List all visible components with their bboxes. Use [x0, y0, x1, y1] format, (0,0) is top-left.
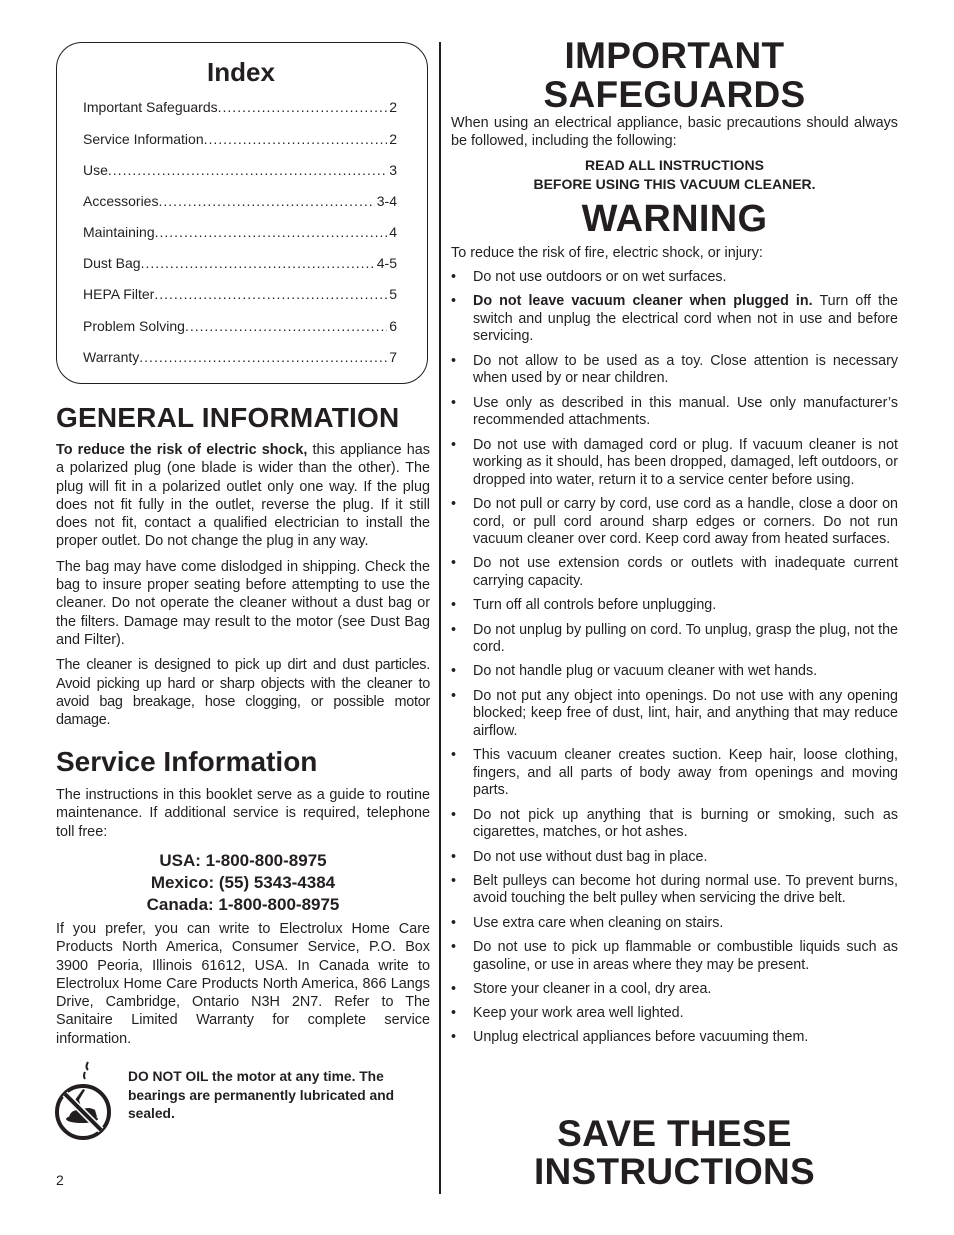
bullet-icon: • — [451, 293, 457, 310]
warning-item — [451, 555, 898, 590]
warning-item — [451, 807, 898, 842]
index-entry-leader-dots — [155, 224, 388, 241]
bullet-icon: • — [451, 269, 457, 285]
bullet-icon: • — [451, 621, 457, 638]
bullet-icon: • — [451, 806, 457, 823]
warning-item-text: Keep your work area well lighted. — [473, 1005, 684, 1022]
general-paragraph-1-bold: To reduce the risk of electric shock, — [56, 442, 308, 458]
read-all-line-1: READ ALL INSTRUCTIONS — [585, 157, 764, 173]
index-entry-label: Maintaining — [83, 224, 155, 240]
index-entry — [83, 318, 397, 335]
warning-item-text: Unplug electrical appliances before vacuuming them. — [473, 1029, 809, 1046]
warning-title: WARNING — [581, 198, 768, 240]
warning-item — [451, 915, 898, 933]
index-box — [56, 42, 428, 384]
warning-item — [451, 496, 898, 549]
bullet-icon: • — [451, 495, 457, 512]
service-paragraph-2-text: If you prefer, you can write to Electrolux Home Care Products North America, Consumer Service, P.O. Box 3900 Peoria, Illinois 61612, USA. In Canada write to Electrolux Home Care Products North America, 866 Langs Drive, Cambridge, Ontario N3H 2N7. Refer to The Sanitaire Limited Warranty for complete service information. — [56, 921, 430, 1047]
oil-warning-note: DO NOT OIL the motor at any time. The bearings are permanently lubricated and sealed. — [128, 1069, 395, 1121]
index-entry-page: 7 — [389, 349, 397, 365]
warning-item-text: Do not pick up anything that is burning or smoking, such as cigarettes, matches, or hot ashes. — [473, 806, 898, 841]
warning-item — [451, 293, 898, 346]
index-entry — [83, 349, 397, 366]
safeguards-intro — [451, 114, 898, 151]
index-entry-leader-dots — [185, 318, 387, 335]
index-entry — [83, 99, 397, 116]
warning-item-text: Do not allow to be used as a toy. Close attention is necessary when used by or near children. — [473, 352, 898, 387]
warning-item — [451, 269, 898, 287]
warning-item-text: Do not use without dust bag in place. — [473, 848, 708, 865]
index-entry-leader-dots — [139, 349, 387, 366]
warning-item-text: This vacuum cleaner creates suction. Keep hair, loose clothing, fingers, and all parts of body away from openings and moving parts. — [473, 747, 898, 799]
warning-item — [451, 597, 898, 615]
warning-item-text: Do not use extension cords or outlets with inadequate current carrying capacity. — [473, 555, 898, 590]
warning-item — [451, 622, 898, 657]
warning-item — [451, 663, 898, 681]
warning-item-text: Do not pull or carry by cord, use cord as a handle, close a door on cord, or pull cord around sharp edges or corners. Do not run vacuum cleaner over cord. Keep cord away from heated surfaces. — [473, 495, 898, 548]
index-entry — [83, 286, 397, 303]
bullet-icon: • — [451, 687, 457, 704]
index-entry-leader-dots — [141, 255, 375, 272]
important-safeguards-title-line-2: SAFEGUARDS — [543, 74, 806, 115]
bullet-icon: • — [451, 663, 457, 680]
important-safeguards-title-line-1: IMPORTANT — [564, 35, 785, 76]
warning-list — [451, 269, 898, 1054]
index-entry-leader-dots — [204, 131, 388, 148]
warning-item-text: Turn off the switch and unplug the electrical cord when not in use and before servicing. — [473, 293, 898, 345]
service-paragraph-1-text: The instructions in this booklet serve as a guide to routine maintenance. If additional service is required, telephone toll free: — [56, 787, 430, 840]
service-paragraph-2 — [56, 920, 430, 1048]
service-paragraph-1 — [56, 786, 430, 841]
index-entry-page: 2 — [389, 131, 397, 147]
index-entry-label: Important Safeguards — [83, 99, 218, 115]
save-title-line-2: INSTRUCTIONS — [533, 1151, 816, 1192]
phone-canada: Canada: 1-800-800-8975 — [146, 895, 340, 914]
bullet-icon: • — [451, 394, 457, 411]
index-title: Index — [207, 57, 275, 87]
index-entry-label: Problem Solving — [83, 318, 185, 334]
bullet-icon: • — [451, 848, 457, 865]
warning-item-text: Do not use to pick up flammable or combustible liquids such as gasoline, or use in areas where they may be present. — [473, 939, 898, 973]
read-all-instructions — [451, 156, 898, 194]
general-paragraph-1-rest: this appliance has a polarized plug (one blade is wider than the other). The plug will fit in a polarized outlet only one way. If the plug does not fit fully in the outlet, reverse the plug. If it still does not fit, contact a qualified electrician to install the proper outlet. Do not change the plug in any way. — [56, 442, 430, 550]
general-paragraph-3: The cleaner is designed to pick up dirt and dust particles. Avoid picking up hard or sharp objects with the cleaner to avoid bag breakage, hose clogging, or possible motor damage. — [56, 657, 430, 729]
bullet-icon: • — [451, 914, 457, 931]
warning-item-text: Store your cleaner in a cool, dry area. — [473, 980, 712, 997]
general-information-title: GENERAL INFORMATION — [56, 402, 400, 433]
index-entry-label: Accessories — [83, 193, 159, 209]
bullet-icon: • — [451, 436, 457, 453]
index-entry — [83, 193, 397, 210]
index-entry-label: Use — [83, 162, 108, 178]
warning-item — [451, 437, 898, 490]
warning-item-text: Use only as described in this manual. Use only manufacturer’s recommended attachments. — [473, 394, 898, 429]
index-entry-page: 4 — [389, 224, 397, 240]
warning-item-text: Do not use outdoors or on wet surfaces. — [473, 269, 727, 285]
warning-item-text: Use extra care when cleaning on stairs. — [473, 914, 724, 931]
index-entry-page: 3 — [389, 162, 397, 178]
warning-item-text: Do not put any object into openings. Do not use with any opening blocked; keep free of dust, lint, hair, and anything that may reduce airflow. — [473, 687, 898, 739]
warning-item-text: Belt pulleys can become hot during normal use. To prevent burns, avoid touching the belt pulley when servicing the drive belt. — [473, 872, 898, 907]
service-information-title: Service Information — [56, 746, 318, 777]
index-entry-page: 6 — [389, 318, 397, 334]
warning-item — [451, 395, 898, 430]
warning-item — [451, 353, 898, 388]
save-instructions-title — [451, 1115, 898, 1191]
warning-item — [451, 939, 898, 974]
warning-item-text: Do not use with damaged cord or plug. If vacuum cleaner is not working as it should, has been dropped, damaged, left outdoors, or dropped into water, return it to a service center before using. — [473, 436, 898, 488]
warning-item — [451, 1005, 898, 1023]
index-entry — [83, 224, 397, 241]
bullet-icon: • — [451, 872, 457, 889]
index-entry-page: 4-5 — [376, 255, 397, 271]
warning-item — [451, 873, 898, 908]
phone-usa: USA: 1-800-800-8975 — [159, 851, 327, 870]
warning-item — [451, 747, 898, 800]
bullet-icon: • — [451, 352, 457, 369]
column-divider — [439, 42, 441, 1194]
warning-item — [451, 1029, 898, 1047]
read-all-line-2: BEFORE USING THIS VACUUM CLEANER. — [533, 176, 816, 192]
bullet-icon: • — [451, 747, 457, 764]
warning-item-text: Do not handle plug or vacuum cleaner with wet hands. — [473, 663, 818, 680]
general-paragraph-1 — [56, 441, 430, 551]
warning-item-text: Do not unplug by pulling on cord. To unplug, grasp the plug, not the cord. — [473, 621, 898, 656]
no-oil-can-icon — [54, 1060, 116, 1140]
warning-intro: To reduce the risk of fire, electric shock, or injury: — [451, 245, 763, 261]
bullet-icon: • — [451, 1005, 457, 1022]
general-paragraph-2: The bag may have come dislodged in shipping. Check the bag to insure proper seating before attempting to use the cleaner. Do not operate the cleaner without a dust bag or the filters. Damage may result to the motor (see Dust Bag and Filter). — [56, 558, 430, 648]
index-entry-leader-dots — [108, 162, 387, 179]
index-entry — [83, 131, 397, 148]
important-safeguards-title — [451, 36, 898, 114]
index-entry-leader-dots — [218, 99, 388, 116]
warning-item-text: Turn off all controls before unplugging. — [473, 597, 717, 614]
index-entry-label: Dust Bag — [83, 255, 141, 271]
bullet-icon: • — [451, 939, 457, 955]
index-entry-label: Warranty — [83, 349, 140, 365]
index-entry — [83, 162, 397, 179]
save-title-line-1: SAVE THESE — [557, 1113, 792, 1154]
warning-item — [451, 981, 898, 999]
index-entry-page: 5 — [389, 286, 397, 302]
general-information-text — [56, 441, 430, 736]
index-entry-label: HEPA Filter — [83, 286, 155, 302]
phone-numbers — [56, 850, 430, 916]
index-entry-page: 2 — [389, 99, 397, 115]
bullet-icon: • — [451, 555, 457, 572]
index-entry-label: Service Information — [83, 131, 204, 147]
bullet-icon: • — [451, 597, 457, 614]
bullet-icon: • — [451, 980, 457, 997]
index-entry — [83, 255, 397, 272]
warning-item — [451, 688, 898, 741]
index-entry-leader-dots — [158, 193, 374, 210]
phone-mexico: Mexico: (55) 5343-4384 — [150, 873, 336, 892]
index-entry-page: 3-4 — [376, 193, 397, 209]
page-number: 2 — [56, 1172, 64, 1188]
bullet-icon: • — [451, 1029, 457, 1046]
index-entry-leader-dots — [154, 286, 387, 303]
warning-item — [451, 849, 898, 867]
warning-item-bold: Do not leave vacuum cleaner when plugged in. — [473, 293, 813, 310]
safeguards-intro-text: When using an electrical appliance, basic precautions should always be followed, including the following: — [451, 115, 898, 150]
